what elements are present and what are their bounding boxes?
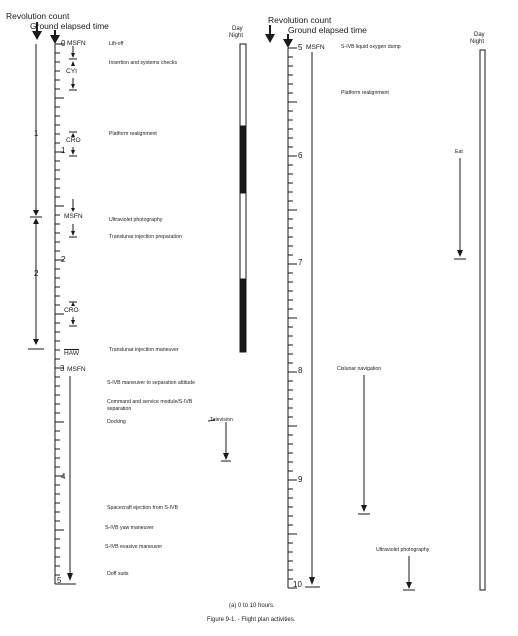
station-msfn-2: MSFN — [64, 213, 83, 220]
event-sivb-evasive: S-IVB evasive maneuver — [105, 544, 163, 550]
left-hour-4: 4 — [61, 472, 66, 481]
event-uv-photography-2: Ultraviolet photography — [376, 547, 430, 553]
left-rev-arrow — [32, 22, 42, 40]
left-hour-1: 1 — [61, 146, 66, 155]
event-sivb-yaw: S-IVB yaw maneuver — [105, 525, 154, 531]
rev-number-2: 2 — [34, 269, 39, 278]
event-tli-prep: Translunar injection preparation — [109, 234, 182, 240]
right-msfn-coverage — [305, 52, 320, 587]
left-day-label: Day — [232, 26, 243, 32]
station-haw: HAW — [64, 350, 80, 357]
event-eat: Eat — [455, 149, 463, 155]
event-cislunar-navigation: Cislunar navigation — [337, 366, 382, 372]
left-get-arrow — [50, 30, 60, 44]
event-insertion-checks: Insertion and systems checks — [109, 60, 178, 66]
station-cyi: CYI — [66, 68, 77, 75]
event-sivb-sep-attitude: S-IVB maneuver to separation attitude — [107, 380, 195, 386]
event-doff-suits: Doff suits — [107, 571, 129, 577]
event-csm-sivb-line2: separation — [107, 406, 132, 412]
right-hour-7: 7 — [298, 258, 303, 267]
right-station-msfn: MSFN — [306, 44, 325, 51]
left-hour-3: 3 — [60, 364, 65, 373]
figure-title: Figure 9-1. - Flight plan activities. — [207, 617, 296, 623]
station-cro-1: CRO — [66, 137, 81, 144]
right-rev-header: Revolution count — [268, 15, 332, 25]
rev-number-1: 1 — [34, 129, 39, 138]
eat-arrow — [454, 158, 466, 259]
station-brackets — [58, 46, 80, 584]
uv-photo-arrow — [403, 556, 415, 590]
station-msfn-3: MSFN — [67, 366, 86, 373]
event-lift-off: Lift-off — [109, 41, 124, 47]
cislunar-nav-arrow — [358, 375, 370, 514]
left-hour-2: 2 — [61, 255, 66, 264]
event-sivb-lox-dump: S-IVB liquid oxygen dump — [341, 44, 401, 50]
event-platform-realignment-2: Platform realignment — [341, 90, 389, 96]
right-day-label: Day — [474, 32, 485, 38]
figure-caption: (a) 0 to 10 hours. — [229, 603, 275, 609]
left-get-header: Ground elapsed time — [30, 21, 109, 31]
event-csm-sivb-line1: Command and service module/S-IVB — [107, 399, 193, 405]
event-platform-realignment-1: Platform realignment — [109, 131, 157, 137]
left-time-ticks — [55, 44, 64, 584]
right-hour-8: 8 — [298, 366, 303, 375]
right-time-ticks — [288, 48, 297, 588]
left-night-label: Night — [229, 33, 244, 39]
right-hour-6: 6 — [298, 151, 303, 160]
right-daynight-bar — [480, 50, 485, 590]
left-hour-0: 0 — [61, 39, 66, 48]
right-get-arrow — [283, 34, 293, 48]
revolution-count-line — [28, 44, 44, 349]
event-uv-photography-1: Ultraviolet photography — [109, 217, 163, 223]
right-hour-10: 10 — [293, 580, 302, 589]
left-daynight-bar — [240, 44, 246, 352]
left-hour-5: 5 — [57, 576, 62, 585]
station-msfn-launch: MSFN — [67, 40, 86, 47]
right-hour-9: 9 — [298, 475, 303, 484]
event-docking: Docking — [107, 419, 126, 425]
right-hour-5: 5 — [298, 43, 303, 52]
event-tli-maneuver: Translunar injection maneuver — [109, 347, 179, 353]
right-get-header: Ground elapsed time — [288, 25, 367, 35]
event-television: Television — [210, 417, 233, 423]
right-rev-arrow — [265, 25, 275, 43]
right-night-label: Night — [470, 39, 485, 45]
event-spacecraft-ejection: Spacecraft ejection from S-IVB — [107, 505, 178, 511]
station-cro-2: CRO — [64, 307, 79, 314]
left-rev-header: Revolution count — [6, 11, 70, 21]
